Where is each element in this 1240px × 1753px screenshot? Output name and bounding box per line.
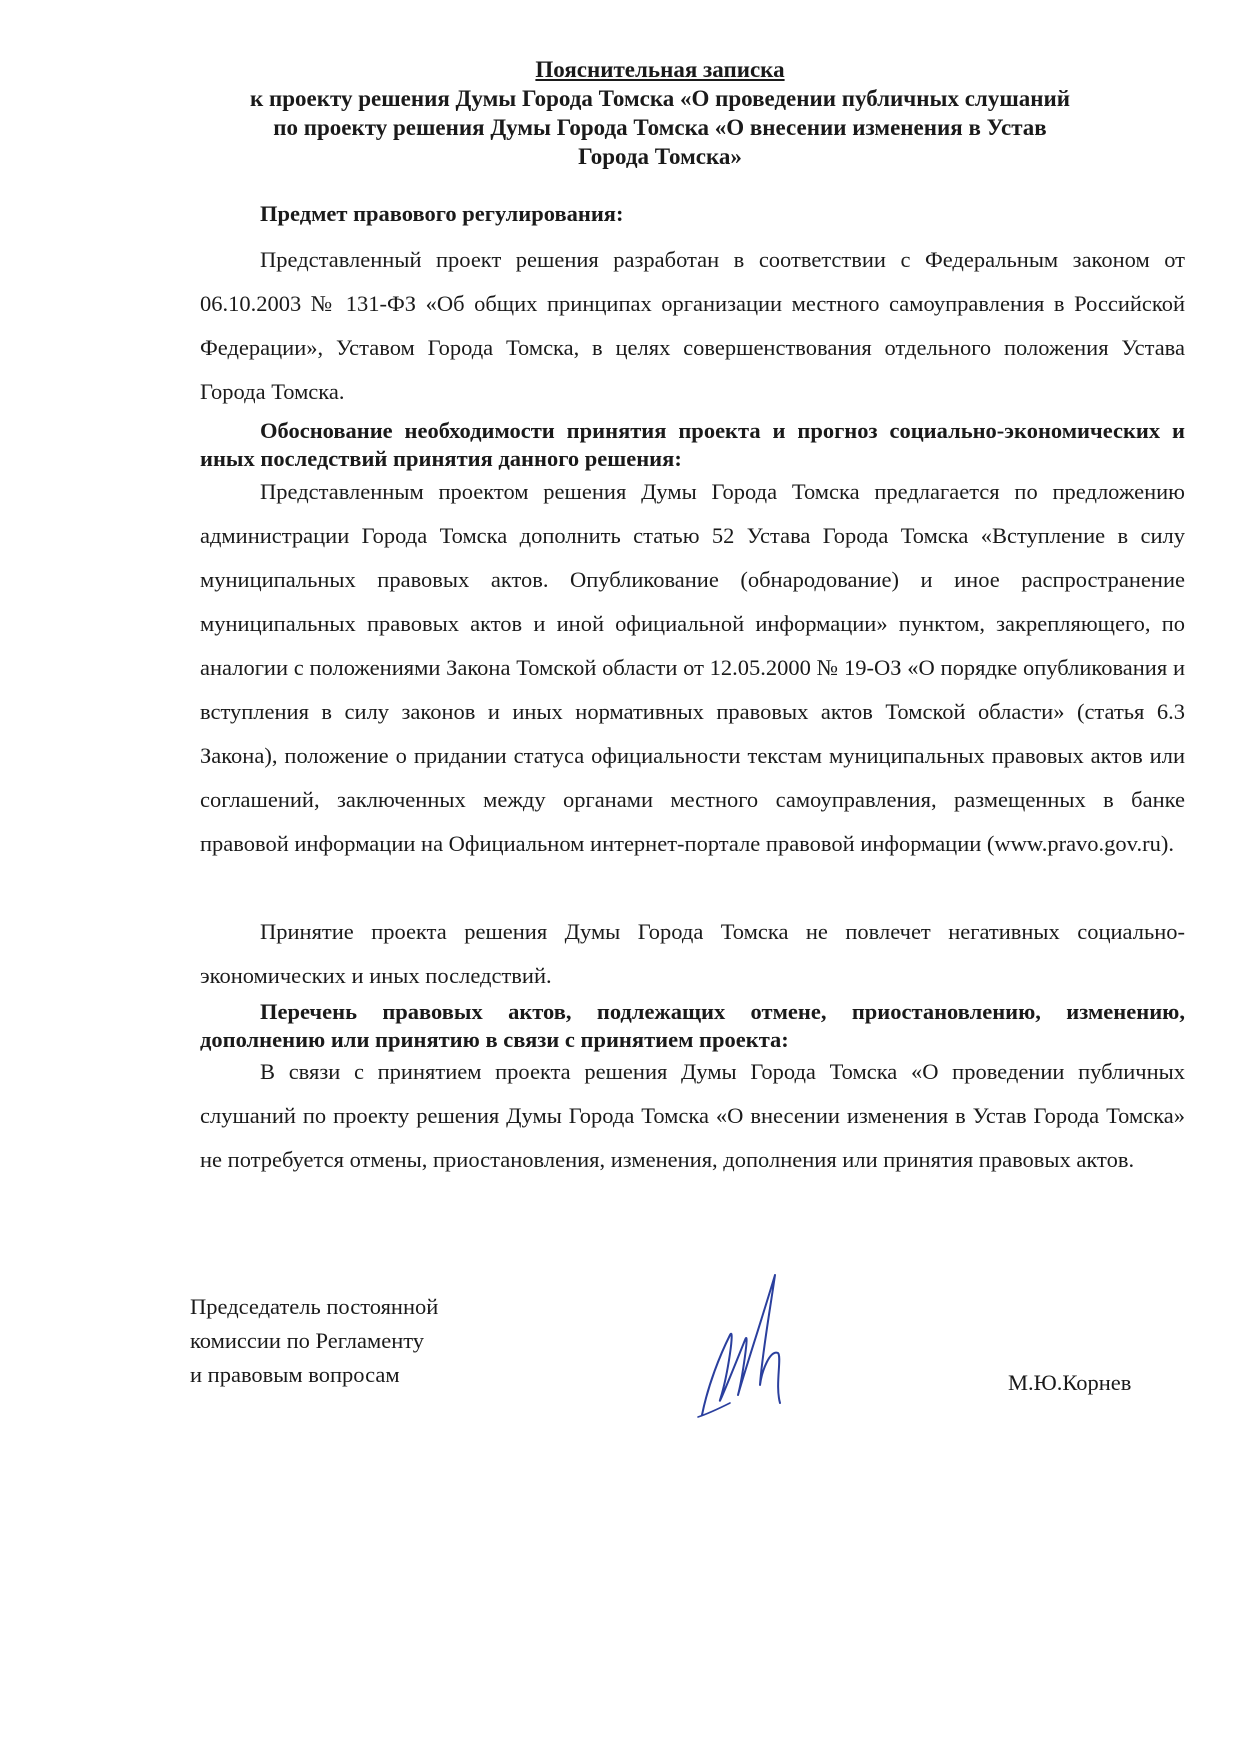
document-subtitle-line3: Города Томска» [578, 144, 742, 169]
signatory-position-line3: и правовым вопросам [190, 1362, 400, 1387]
section-paragraph-consequences: Принятие проекта решения Думы Города Томска не повлечет негативных социально-экономических и иных последствий. [200, 919, 1185, 988]
document-subtitle-line2: по проекту решения Думы Города Томска «О внесении изменения в Устав [273, 115, 1047, 140]
signatory-position-line1: Председатель постоянной [190, 1294, 439, 1319]
section-paragraph-subject: Представленный проект решения разработан в соответствии с Федеральным законом от 06.10.2003 № 131-ФЗ «Об общих принципах организации местного самоуправления в Российской Федерации», Уставом Города Томска, в целях совершенствования отдельного положения Устава Города Томска. [200, 247, 1185, 404]
document-title-block [190, 55, 1130, 171]
handwritten-signature [690, 1265, 810, 1425]
signatory-position [190, 1290, 438, 1392]
section-heading-subject: Предмет правового регулирования: [260, 201, 624, 226]
section-paragraph-acts-list: В связи с принятием проекта решения Думы Города Томска «О проведении публичных слушаний по проекту решения Думы Города Томска «О внесении изменения в Устав Города Томска» не потребуется отмены, приостановления, изменения, дополнения или принятия правовых актов. [200, 1059, 1185, 1172]
section-heading-acts-list: Перечень правовых актов, подлежащих отмене, приостановлению, изменению, дополнению или принятию в связи с принятием проекта: [200, 999, 1185, 1052]
signatory-name: М.Ю.Корнев [1008, 1370, 1132, 1395]
document-title: Пояснительная записка [535, 57, 785, 82]
document-subtitle-line1: к проекту решения Думы Города Томска «О проведении публичных слушаний [249, 86, 1071, 111]
signatory-position-line2: комиссии по Регламенту [190, 1328, 425, 1353]
section-heading-justification: Обоснование необходимости принятия проекта и прогноз социально-экономических и иных последствий принятия данного решения: [200, 418, 1185, 471]
section-paragraph-justification: Представленным проектом решения Думы Города Томска предлагается по предложению администрации Города Томска дополнить статью 52 Устава Города Томска «Вступление в силу муниципальных правовых актов. Опубликование (обнародование) и иное распространение муниципальных правовых актов и иной официальной информации» пунктом, закрепляющего, по аналогии с положениями Закона Томской области от 12.05.2000 № 19-ОЗ «О порядке опубликования и вступления в силу законов и иных нормативных правовых актов Томской области» (статья 6.3 Закона), положение о придании статуса официальности текстам муниципальных правовых актов или соглашений, заключенных между органами местного самоуправления, размещенных в банке правовой информации на Официальном интернет-портале правовой информации (www.pravo.gov.ru). [200, 479, 1185, 856]
